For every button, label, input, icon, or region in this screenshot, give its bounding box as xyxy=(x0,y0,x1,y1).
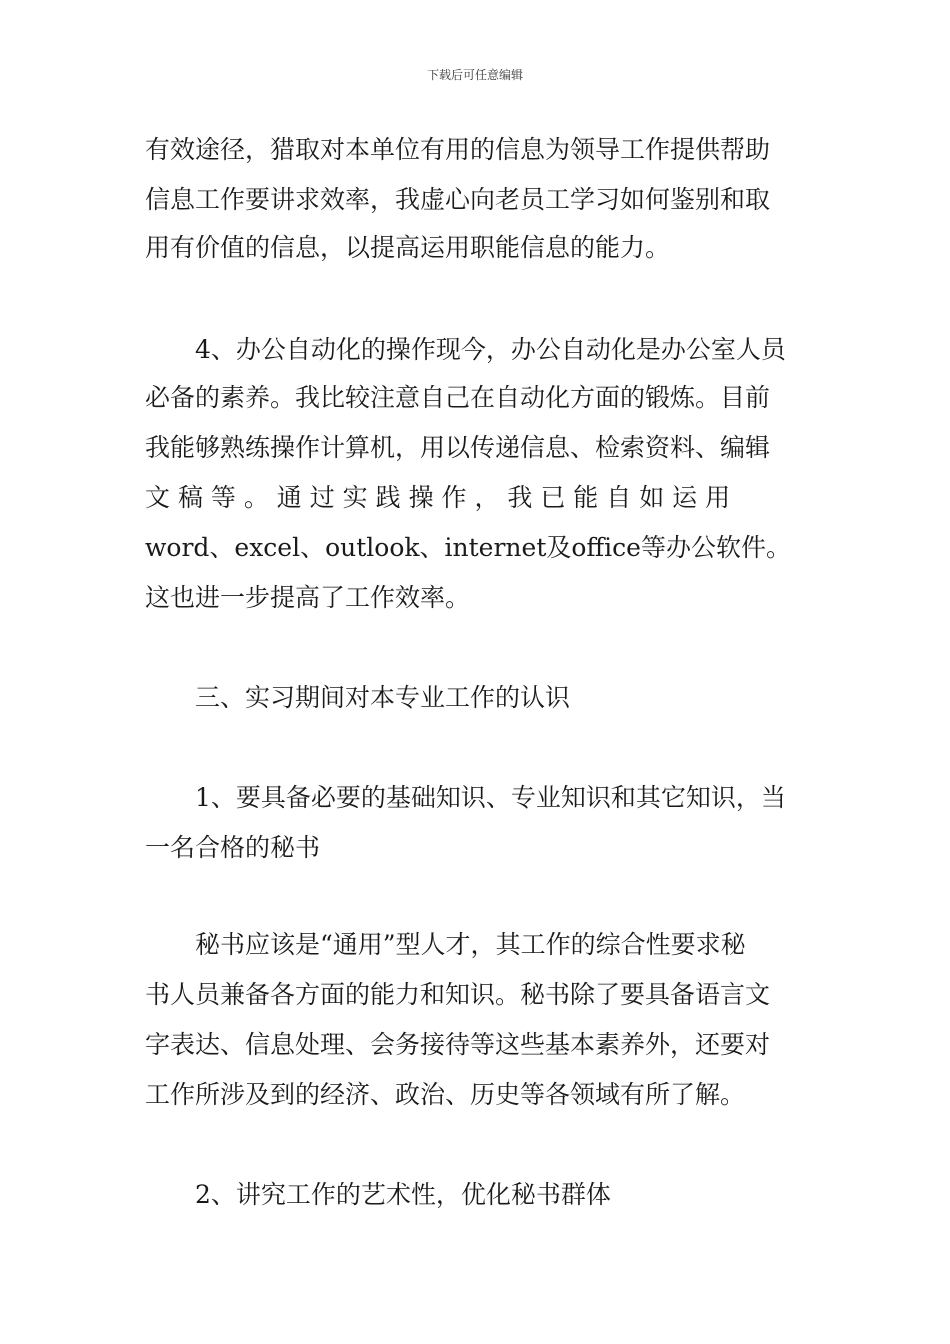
paragraph-line: 一名合格的秘书 xyxy=(145,833,321,862)
paragraph-line: 文 稿 等 。 通 过 实 践 操 作 ， 我 已 能 自 如 运 用 xyxy=(145,483,731,512)
section-heading: 2、讲究工作的艺术性，优化秘书群体 xyxy=(195,1180,611,1209)
paragraph-line: 秘书应该是“通用”型人才，其工作的综合性要求秘 xyxy=(195,930,746,959)
paragraph-line: 1、要具备必要的基础知识、专业知识和其它知识，当 xyxy=(195,783,786,812)
paragraph-line: 必备的素养。我比较注意自己在自动化方面的锻炼。目前 xyxy=(145,383,771,412)
paragraph-line: 工作所涉及到的经济、政治、历史等各领域有所了解。 xyxy=(145,1080,746,1109)
section-heading: 三、实习期间对本专业工作的认识 xyxy=(195,683,571,712)
paragraph-line: 信息工作要讲求效率，我虚心向老员工学习如何鉴别和取 xyxy=(145,185,771,214)
paragraph-line: 用有价值的信息，以提高运用职能信息的能力。 xyxy=(145,233,671,262)
paragraph-line: 这也进一步提高了工作效率。 xyxy=(145,583,471,612)
paragraph-line: 字表达、信息处理、会务接待等这些基本素养外，还要对 xyxy=(145,1030,771,1059)
paragraph-line: word、excel、outlook、internet及office等办公软件。 xyxy=(145,533,791,562)
page-header: 下载后可任意编辑 xyxy=(426,68,523,82)
paragraph-line: 书人员兼备各方面的能力和知识。秘书除了要具备语言文 xyxy=(145,980,771,1009)
paragraph-line: 有效途径，猎取对本单位有用的信息为领导工作提供帮助 xyxy=(145,135,771,164)
paragraph-line: 我能够熟练操作计算机，用以传递信息、检索资料、编辑 xyxy=(145,433,771,462)
paragraph-line: 4、办公自动化的操作现今，办公自动化是办公室人员 xyxy=(195,335,786,364)
